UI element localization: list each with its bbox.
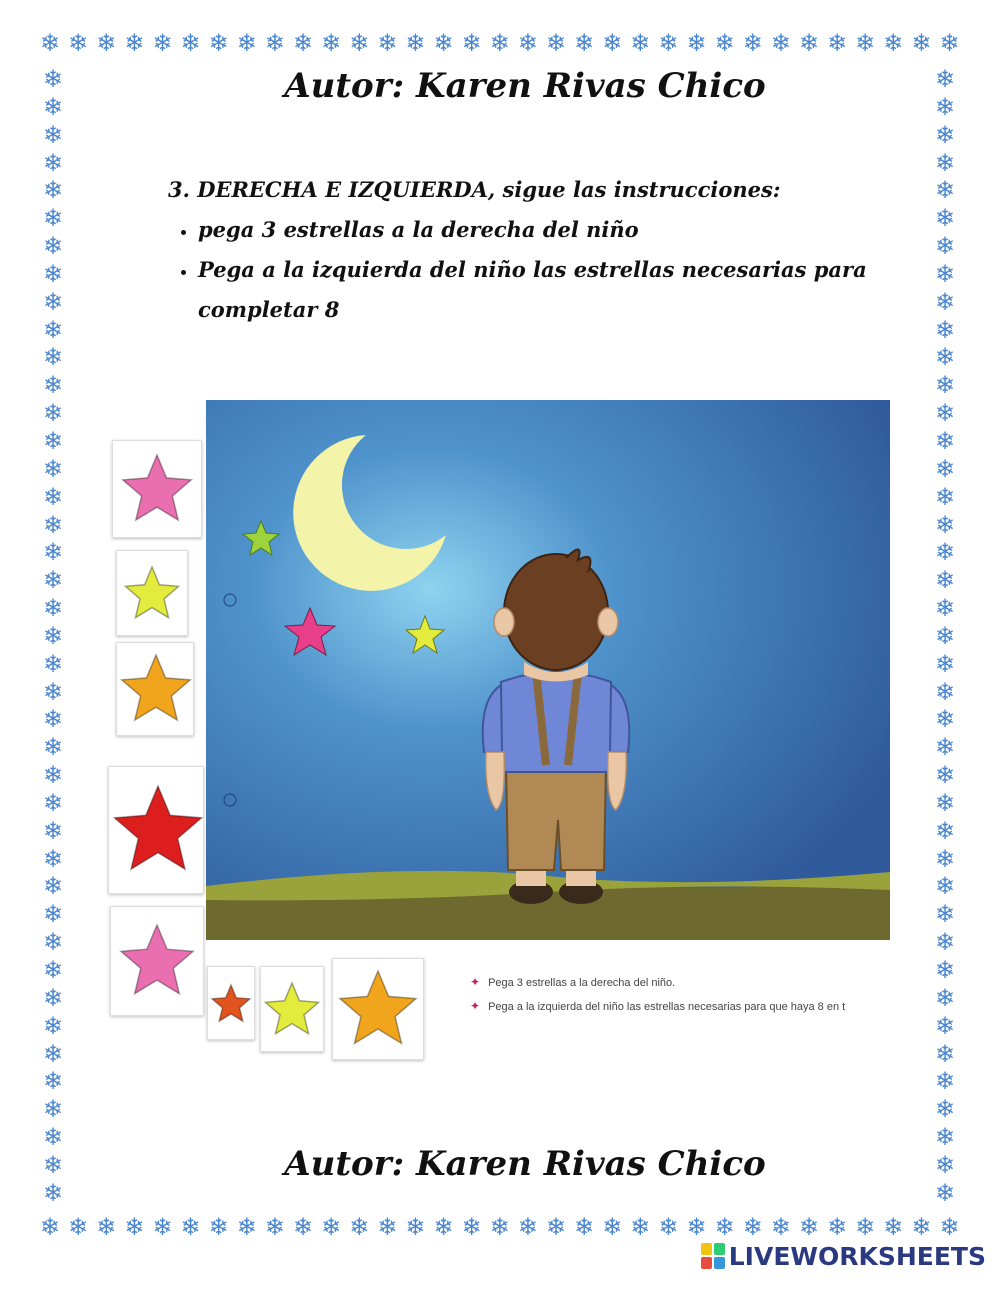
snowflake-icon: ❄ <box>292 29 314 57</box>
snowflake-icon: ❄ <box>42 900 64 929</box>
diamond-bullet-icon: ✦ <box>470 999 481 1013</box>
snowflake-icon: ❄ <box>42 120 64 149</box>
snowflake-icon: ❄ <box>934 733 956 762</box>
legend-item: ✦ Pega a la izquierda del niño las estrellas necesarias para que haya 8 en t <box>470 999 846 1013</box>
snowflake-icon: ❄ <box>630 1213 651 1241</box>
scene-svg <box>206 400 890 940</box>
snowflake-icon: ❄ <box>124 29 145 57</box>
snowflake-icon: ❄ <box>433 1213 454 1241</box>
snowflake-icon: ❄ <box>42 816 64 845</box>
snowflake-icon: ❄ <box>934 1150 956 1179</box>
star-card-pink-2[interactable] <box>110 906 204 1016</box>
snowflake-icon: ❄ <box>714 1213 735 1241</box>
star-card-red[interactable] <box>108 766 204 894</box>
instruction-item: • pega 3 estrellas a la derecha del niño <box>198 210 868 250</box>
snowflake-icon: ❄ <box>40 29 61 57</box>
snowflake-icon: ❄ <box>934 538 956 567</box>
snowflake-icon: ❄ <box>405 29 426 57</box>
star-icon <box>125 567 178 618</box>
snowflake-icon: ❄ <box>42 1178 64 1207</box>
snowflake-icon: ❄ <box>934 705 956 734</box>
snowflake-icon: ❄ <box>42 204 64 233</box>
star-card-orange-2[interactable] <box>332 958 424 1060</box>
snowflake-icon: ❄ <box>934 454 956 483</box>
snowflake-icon: ❄ <box>934 259 956 288</box>
snowflake-icon: ❄ <box>911 1213 932 1241</box>
snowflake-icon: ❄ <box>208 29 229 57</box>
border-bottom <box>40 1214 960 1240</box>
instructions-heading: 3. DERECHA E IZQUIERDA, sigue las instrucciones: <box>168 177 781 202</box>
snowflake-icon: ❄ <box>934 315 956 344</box>
snowflake-icon: ❄ <box>545 1213 567 1241</box>
snowflake-icon: ❄ <box>152 1213 173 1241</box>
snowflake-icon: ❄ <box>911 29 932 57</box>
legend-item: ✦ Pega 3 estrellas a la derecha del niño. <box>470 975 676 989</box>
snowflake-icon: ❄ <box>42 315 64 344</box>
star-icon <box>212 985 250 1021</box>
star-icon <box>122 655 190 720</box>
snowflake-icon: ❄ <box>42 232 64 261</box>
snowflake-icon: ❄ <box>489 1213 510 1241</box>
snowflake-icon: ❄ <box>42 621 64 650</box>
snowflake-icon: ❄ <box>939 1213 960 1241</box>
snowflake-icon: ❄ <box>934 816 956 845</box>
snowflake-icon: ❄ <box>602 1213 623 1241</box>
snowflake-icon: ❄ <box>798 1213 820 1241</box>
snowflake-icon: ❄ <box>934 788 956 817</box>
snowflake-icon: ❄ <box>517 29 538 57</box>
snowflake-icon: ❄ <box>827 1213 848 1241</box>
snowflake-icon: ❄ <box>934 1095 956 1124</box>
snowflake-icon: ❄ <box>42 1039 64 1068</box>
snowflake-icon: ❄ <box>934 594 956 623</box>
brand-name: LIVEWORKSHEETS <box>728 1241 986 1271</box>
snowflake-icon: ❄ <box>208 1213 229 1241</box>
snowflake-icon: ❄ <box>934 204 956 233</box>
snowflake-icon: ❄ <box>180 1213 201 1241</box>
snowflake-icon: ❄ <box>152 29 173 57</box>
snowflake-icon: ❄ <box>264 1213 285 1241</box>
snowflake-icon: ❄ <box>934 1039 956 1068</box>
snowflake-icon: ❄ <box>934 956 956 984</box>
snowflake-icon: ❄ <box>934 510 956 539</box>
star-icon <box>121 925 193 994</box>
star-card-yellow-2[interactable] <box>260 966 324 1052</box>
snowflake-icon: ❄ <box>770 1213 791 1241</box>
snowflake-icon: ❄ <box>42 399 64 428</box>
snowflake-icon: ❄ <box>798 29 820 57</box>
snowflake-icon: ❄ <box>714 29 735 57</box>
snowflake-icon: ❄ <box>405 1213 426 1241</box>
snowflake-icon: ❄ <box>321 1213 342 1241</box>
snowflake-icon: ❄ <box>42 956 64 984</box>
night-scene-illustration <box>206 400 890 940</box>
snowflake-icon: ❄ <box>517 1213 538 1241</box>
snowflake-icon: ❄ <box>545 29 567 57</box>
snowflake-icon: ❄ <box>349 29 370 57</box>
snowflake-icon: ❄ <box>377 29 398 57</box>
snowflake-icon: ❄ <box>770 29 791 57</box>
snowflake-icon: ❄ <box>42 371 64 400</box>
snowflake-icon: ❄ <box>934 65 956 93</box>
instruction-item: • Pega a la izquierda del niño las estrellas necesarias para completar 8 <box>198 250 868 330</box>
snowflake-icon: ❄ <box>686 29 707 57</box>
snowflake-icon: ❄ <box>264 29 285 57</box>
snowflake-icon: ❄ <box>883 29 904 57</box>
snowflake-icon: ❄ <box>489 29 510 57</box>
snowflake-icon: ❄ <box>855 29 876 57</box>
snowflake-icon: ❄ <box>42 1123 64 1152</box>
snowflake-icon: ❄ <box>934 983 956 1012</box>
snowflake-icon: ❄ <box>658 1213 679 1241</box>
snowflake-icon: ❄ <box>42 649 64 678</box>
border-right <box>930 66 960 1206</box>
snowflake-icon: ❄ <box>42 844 64 873</box>
snowflake-icon: ❄ <box>42 566 64 595</box>
header-author: Autor: Karen Rivas Chico <box>284 66 766 106</box>
diamond-bullet-icon: ✦ <box>470 975 481 989</box>
snowflake-icon: ❄ <box>42 872 64 901</box>
star-icon <box>123 455 191 520</box>
snowflake-icon: ❄ <box>42 594 64 623</box>
snowflake-icon: ❄ <box>602 29 623 57</box>
snowflake-icon: ❄ <box>42 343 64 372</box>
snowflake-icon: ❄ <box>42 92 64 121</box>
snowflake-icon: ❄ <box>827 29 848 57</box>
snowflake-icon: ❄ <box>939 29 960 57</box>
snowflake-icon: ❄ <box>934 426 956 455</box>
snowflake-icon: ❄ <box>742 29 763 57</box>
snowflake-icon: ❄ <box>934 566 956 595</box>
snowflake-icon: ❄ <box>461 29 482 57</box>
snowflake-icon: ❄ <box>236 1213 257 1241</box>
snowflake-icon: ❄ <box>42 65 64 93</box>
snowflake-icon: ❄ <box>42 788 64 817</box>
snowflake-icon: ❄ <box>42 705 64 734</box>
brand-footer[interactable] <box>701 1241 986 1271</box>
snowflake-icon: ❄ <box>934 1178 956 1207</box>
star-icon <box>265 983 318 1034</box>
snowflake-icon: ❄ <box>433 29 454 57</box>
star-card-orange-1[interactable] <box>116 642 194 736</box>
snowflake-icon: ❄ <box>934 482 956 511</box>
snowflake-icon: ❄ <box>42 1011 64 1040</box>
snowflake-icon: ❄ <box>630 29 651 57</box>
snowflake-icon: ❄ <box>742 1213 763 1241</box>
snowflake-icon: ❄ <box>934 900 956 929</box>
snowflake-icon: ❄ <box>42 510 64 539</box>
instructions <box>168 170 868 330</box>
snowflake-icon: ❄ <box>686 1213 707 1241</box>
snowflake-icon: ❄ <box>934 928 956 957</box>
snowflake-icon: ❄ <box>42 1095 64 1124</box>
snowflake-icon: ❄ <box>42 1067 64 1096</box>
snowflake-icon: ❄ <box>124 1213 145 1241</box>
snowflake-icon: ❄ <box>574 1213 595 1241</box>
snowflake-icon: ❄ <box>40 1213 61 1241</box>
snowflake-icon: ❄ <box>934 287 956 316</box>
snowflake-icon: ❄ <box>236 29 257 57</box>
snowflake-icon: ❄ <box>934 1067 956 1096</box>
snowflake-icon: ❄ <box>321 29 342 57</box>
liveworksheets-logo-icon <box>701 1243 725 1269</box>
snowflake-icon: ❄ <box>42 287 64 316</box>
snowflake-icon: ❄ <box>934 148 956 177</box>
snowflake-icon: ❄ <box>96 29 117 57</box>
snowflake-icon: ❄ <box>934 761 956 790</box>
star-card-orange-small[interactable] <box>207 966 255 1040</box>
snowflake-icon: ❄ <box>42 677 64 706</box>
star-card-yellow-1[interactable] <box>116 550 188 636</box>
snowflake-icon: ❄ <box>42 761 64 790</box>
snowflake-icon: ❄ <box>42 259 64 288</box>
snowflake-icon: ❄ <box>42 176 64 205</box>
snowflake-icon: ❄ <box>934 232 956 261</box>
snowflake-icon: ❄ <box>934 621 956 650</box>
snowflake-icon: ❄ <box>461 1213 482 1241</box>
snowflake-icon: ❄ <box>42 983 64 1012</box>
star-icon <box>114 786 201 869</box>
snowflake-icon: ❄ <box>934 872 956 901</box>
footer-author: Autor: Karen Rivas Chico <box>284 1144 766 1184</box>
snowflake-icon: ❄ <box>68 29 89 57</box>
snowflake-icon: ❄ <box>934 92 956 121</box>
instructions-list <box>168 210 868 330</box>
snowflake-icon: ❄ <box>292 1213 314 1241</box>
snowflake-icon: ❄ <box>42 538 64 567</box>
snowflake-icon: ❄ <box>377 1213 398 1241</box>
snowflake-icon: ❄ <box>658 29 679 57</box>
snowflake-icon: ❄ <box>574 29 595 57</box>
snowflake-icon: ❄ <box>934 677 956 706</box>
snowflake-icon: ❄ <box>883 1213 904 1241</box>
snowflake-icon: ❄ <box>855 1213 876 1241</box>
scene-legend <box>470 975 910 1023</box>
snowflake-icon: ❄ <box>934 844 956 873</box>
snowflake-icon: ❄ <box>934 371 956 400</box>
snowflake-icon: ❄ <box>180 29 201 57</box>
snowflake-icon: ❄ <box>42 426 64 455</box>
snowflake-icon: ❄ <box>934 1011 956 1040</box>
snowflake-icon: ❄ <box>42 482 64 511</box>
snowflake-icon: ❄ <box>42 928 64 957</box>
border-top <box>40 30 960 56</box>
star-icon <box>340 971 416 1043</box>
snowflake-icon: ❄ <box>934 1123 956 1152</box>
snowflake-icon: ❄ <box>934 649 956 678</box>
snowflake-icon: ❄ <box>934 120 956 149</box>
snowflake-icon: ❄ <box>42 148 64 177</box>
snowflake-icon: ❄ <box>934 343 956 372</box>
snowflake-icon: ❄ <box>68 1213 89 1241</box>
snowflake-icon: ❄ <box>934 176 956 205</box>
snowflake-icon: ❄ <box>42 733 64 762</box>
snowflake-icon: ❄ <box>96 1213 117 1241</box>
snowflake-icon: ❄ <box>349 1213 370 1241</box>
border-left <box>38 66 68 1206</box>
star-card-pink-1[interactable] <box>112 440 202 538</box>
snowflake-icon: ❄ <box>42 454 64 483</box>
snowflake-icon: ❄ <box>42 1150 64 1179</box>
snowflake-icon: ❄ <box>934 399 956 428</box>
